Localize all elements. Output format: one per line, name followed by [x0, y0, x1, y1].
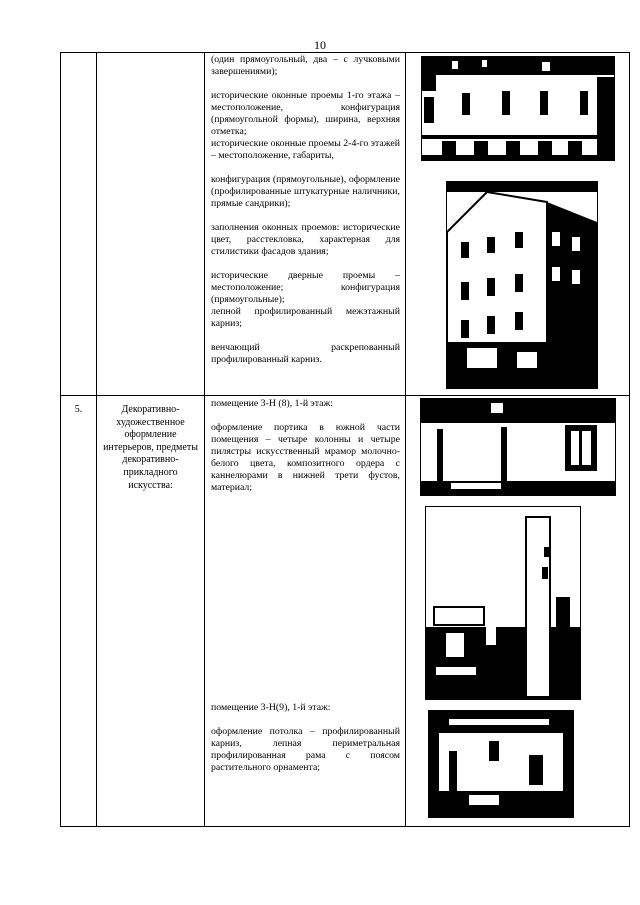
room-title: помещение 3-Н(9), 1-й этаж:	[211, 702, 331, 713]
row-number: 5.	[74, 404, 83, 415]
category-cell	[97, 53, 205, 396]
heritage-table	[60, 52, 630, 827]
category-label: Декоративно-художественное оформление интерьеров, предметы декоративно-прикладного искусства:	[103, 404, 198, 491]
paragraph: исторические оконные проемы 1-го этажа – местоположение, конфигурация (прямоугольной формы), ширина, верхняя отметка;	[211, 90, 400, 137]
table-row	[61, 53, 630, 396]
photo-cell	[406, 53, 630, 396]
column-photo	[425, 506, 581, 700]
paragraph: конфигурация (прямоугольные), оформление (профилированные штукатурные наличники, прямые сандрики);	[211, 174, 400, 209]
description-cell	[205, 396, 406, 827]
ceiling-photo	[428, 710, 574, 818]
paragraph: (один прямоугольный, два – с лучковыми завершениями);	[211, 54, 400, 77]
table-row	[61, 396, 630, 827]
room-title: помещение 3-Н (8), 1-й этаж:	[211, 398, 333, 409]
page-number: 10	[314, 38, 326, 52]
paragraph: исторические оконные проемы 2-4-го этажей – местоположение, габариты,	[211, 138, 400, 161]
paragraph: заполнения оконных проемов: исторические цвет, расстекловка, характерная для стилистики фасадов здания;	[211, 222, 400, 257]
paragraph: лепной профилированный межэтажный карниз;	[211, 306, 400, 329]
number-cell	[61, 53, 97, 396]
paragraph: венчающий раскрепованный профилированный карниз.	[211, 342, 400, 365]
courtyard-photo	[446, 181, 598, 389]
number-cell	[61, 396, 97, 827]
description-cell	[205, 53, 406, 396]
paragraph: исторические дверные проемы – местоположение; конфигурация (прямоугольные);	[211, 270, 400, 305]
photo-cell	[406, 396, 630, 827]
paragraph: оформление портика в южной части помещения – четыре колонны и четыре пилястры искусственный мрамор молочно-белого цвета, композитного ордера с каннелюрами в нижней трети фустов, материал;	[211, 422, 400, 493]
category-cell	[97, 396, 205, 827]
portico-photo	[420, 398, 616, 496]
facade-photo	[421, 56, 615, 161]
paragraph: оформление потолка – профилированный карниз, лепная периметральная профилированная рама с поясом растительного орнамента;	[211, 726, 400, 773]
